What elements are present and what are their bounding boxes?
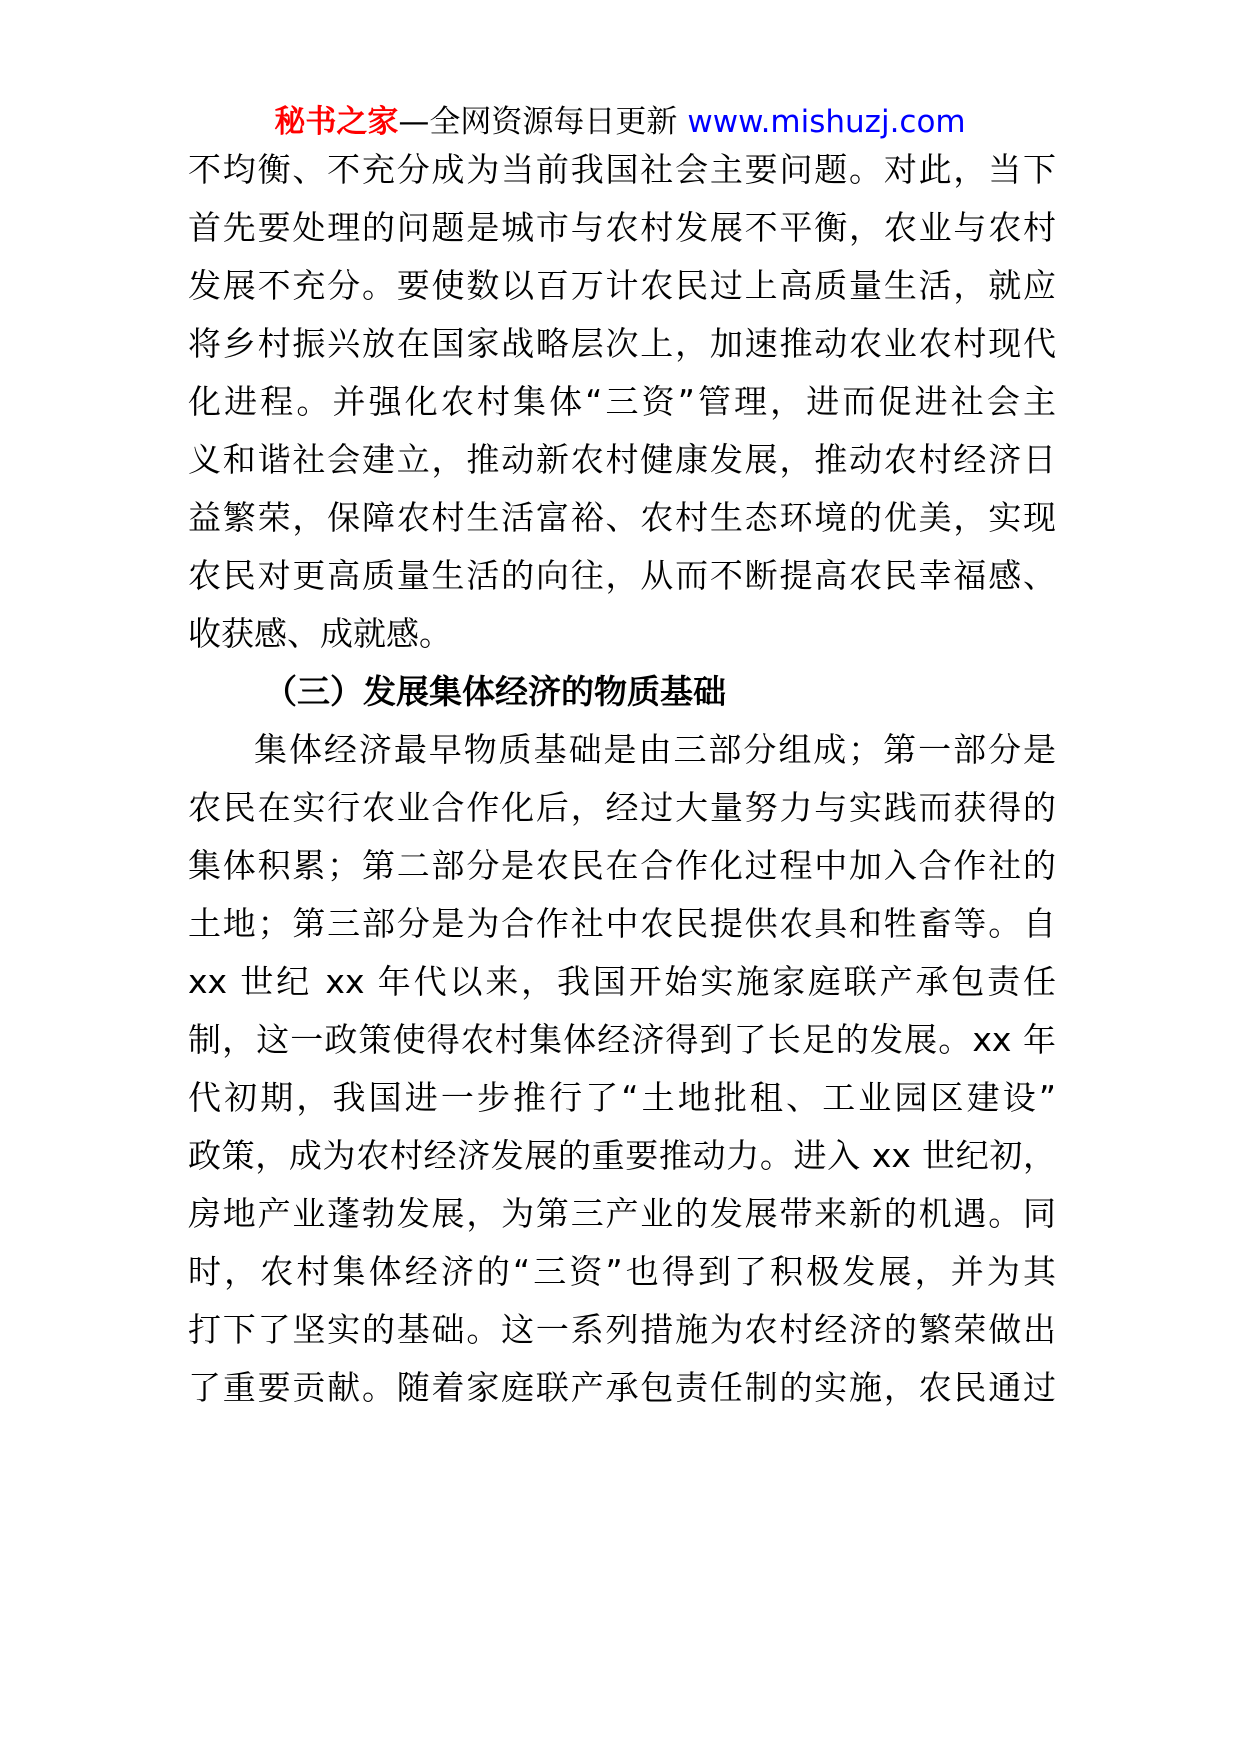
paragraph-line: 益繁荣，保障农村生活富裕、农村生态环境的优美，实现	[188, 498, 1056, 537]
paragraph-line: 了重要贡献。随着家庭联产承包责任制的实施，农民通过	[188, 1368, 1056, 1407]
paragraph-line: 收获感、成就感。	[188, 614, 452, 653]
paragraph-line: 集体积累；第二部分是农民在合作化过程中加入合作社的	[188, 846, 1056, 885]
paragraph-line: 制，这一政策使得农村集体经济得到了长足的发展。xx 年	[188, 1020, 1056, 1059]
paragraph-line: 代初期，我国进一步推行了“土地批租、工业园区建设”	[188, 1078, 1056, 1117]
paragraph-line: xx 世纪 xx 年代以来，我国开始实施家庭联产承包责任	[188, 962, 1056, 1001]
paragraph-line: 不均衡、不充分成为当前我国社会主要问题。对此，当下	[188, 150, 1056, 189]
paragraph-line: 农民对更高质量生活的向往，从而不断提高农民幸福感、	[188, 556, 1056, 595]
section-heading: （三）发展集体经济的物质基础	[264, 672, 726, 711]
paragraph-line: 农民在实行农业合作化后，经过大量努力与实践而获得的	[188, 788, 1056, 827]
brand-name: 秘书之家	[274, 104, 399, 140]
paragraph-line: 土地；第三部分是为合作社中农民提供农具和牲畜等。自	[188, 904, 1056, 943]
paragraph-line: 打下了坚实的基础。这一系列措施为农村经济的繁荣做出	[188, 1310, 1056, 1349]
paragraph-line: 首先要处理的问题是城市与农村发展不平衡，农业与农村	[188, 208, 1056, 247]
paragraph-line: 化进程。并强化农村集体“三资”管理，进而促进社会主	[188, 382, 1056, 421]
paragraph-line: 政策，成为农村经济发展的重要推动力。进入 xx 世纪初，	[188, 1136, 1056, 1175]
paragraph-line: 时，农村集体经济的“三资”也得到了积极发展，并为其	[188, 1252, 1056, 1291]
paragraph-line: 将乡村振兴放在国家战略层次上，加速推动农业农村现代	[188, 324, 1056, 363]
paragraph-line: 集体经济最早物质基础是由三部分组成；第一部分是	[254, 730, 1056, 769]
paragraph-line: 房地产业蓬勃发展，为第三产业的发展带来新的机遇。同	[188, 1194, 1056, 1233]
paragraph-line: 义和谐社会建立，推动新农村健康发展，推动农村经济日	[188, 440, 1056, 479]
paragraph-line: 发展不充分。要使数以百万计农民过上高质量生活，就应	[188, 266, 1056, 305]
header-slogan: —全网资源每日更新	[398, 104, 678, 140]
page-header	[0, 102, 1240, 142]
site-url-link[interactable]: www.mishuzj.com	[687, 104, 966, 140]
